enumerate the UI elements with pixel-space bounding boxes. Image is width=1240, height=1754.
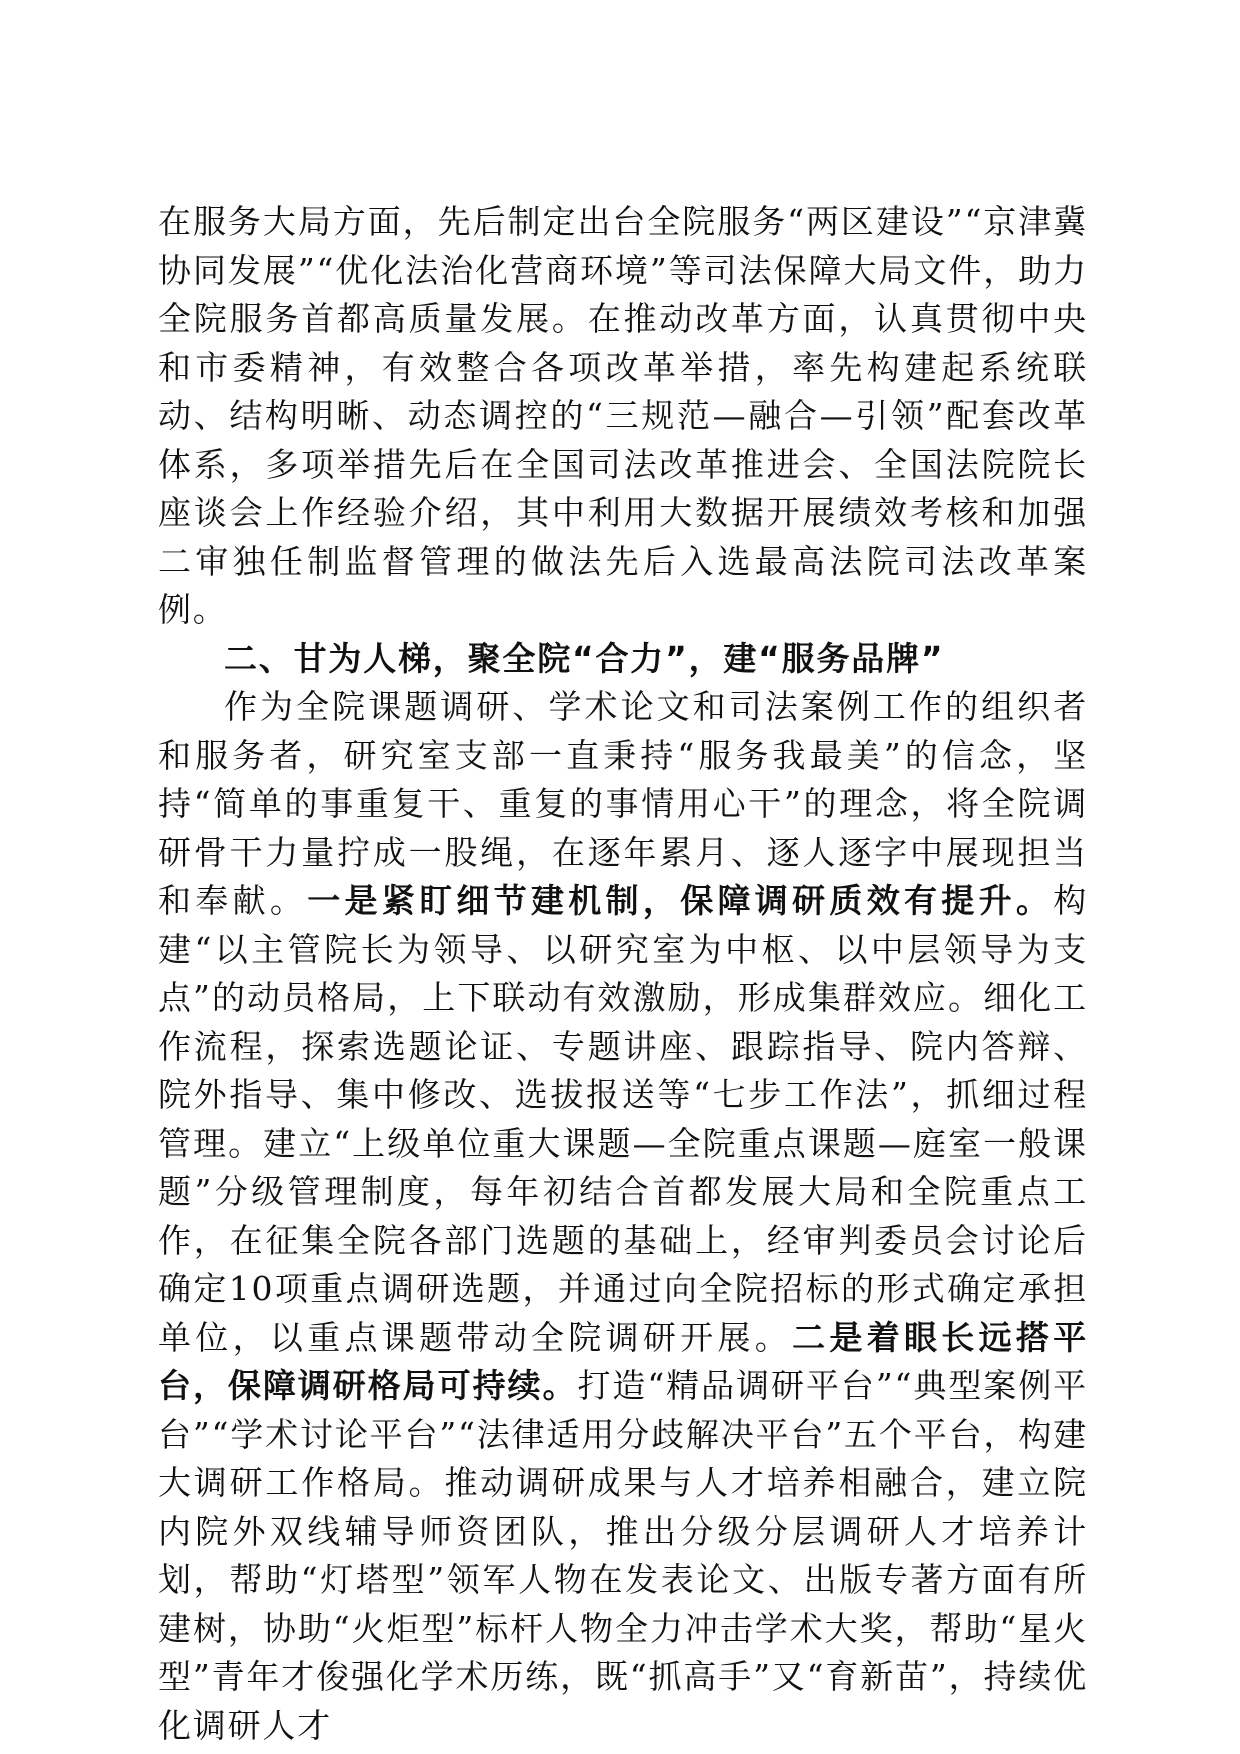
point-2-body: 打造“精品调研平台”“典型案例平台”“学术讨论平台”“法律适用分歧解决平台”五个平台，构建大调研工作格局。推动调研成果与人才培养相融合，建立院内院外双线辅导师资团队，推出分级分层调研人才培养计划，帮助“灯塔型”领军人物在发表论文、出版专著方面有所建树，协助“火炬型”标杆人物全力冲击学术大奖，帮助“星火型”青年才俊强化学术历练，既“抓高手”又“育新苗”，持续优化调研人才 xyxy=(158,1366,1088,1745)
paragraph-service-brand xyxy=(158,683,1088,1750)
point-1-title: 一是紧盯细节建机制，保障调研质效有提升。 xyxy=(307,881,1054,920)
point-1-body: 构建“以主管院长为领导、以研究室为中枢、以中层领导为支点”的动员格局，上下联动有效激励，形成集群效应。细化工作流程，探索选题论证、专题讲座、跟踪指导、院内答辩、院外指导、集中修改、选拔报送等“七步工作法”，抓细过程管理。建立“上级单位重大课题—全院重点课题—庭室一般课题”分级管理制度，每年初结合首都发展大局和全院重点工作，在征集全院各部门选题的基础上，经审判委员会讨论后确定10项重点调研选题，并通过向全院招标的形式确定承担单位，以重点课题带动全院调研开展。 xyxy=(158,881,1089,1357)
document-body xyxy=(158,198,1088,1750)
section-heading: 二、甘为人梯，聚全院“合力”，建“服务品牌” xyxy=(224,638,945,678)
paragraph-intro: 作为全院课题调研、学术论文和司法案例工作的组织者和服务者，研究室支部一直秉持“服务我最美”的信念，坚持“简单的事重复干、重复的事情用心干”的理念，将全院调研骨干力量拧成一股绳，在逐年累月、逐人逐字中展现担当和奉献。 xyxy=(158,687,1088,920)
point-2-title: 二是着眼长远搭平台，保障调研格局可持续。 xyxy=(158,1317,1088,1405)
paragraph-continuation: 在服务大局方面，先后制定出台全院服务“两区建设”“京津冀协同发展”“优化法治化营商环境”等司法保障大局文件，助力全院服务首都高质量发展。在推动改革方面，认真贯彻中央和市委精神，有效整合各项改革举措，率先构建起系统联动、结构明晰、动态调控的“三规范—融合—引领”配套改革体系，多项举措先后在全国司法改革推进会、全国法院院长座谈会上作经验介绍，其中利用大数据开展绩效考核和加强二审独任制监督管理的做法先后入选最高法院司法改革案例。 xyxy=(158,202,1088,629)
